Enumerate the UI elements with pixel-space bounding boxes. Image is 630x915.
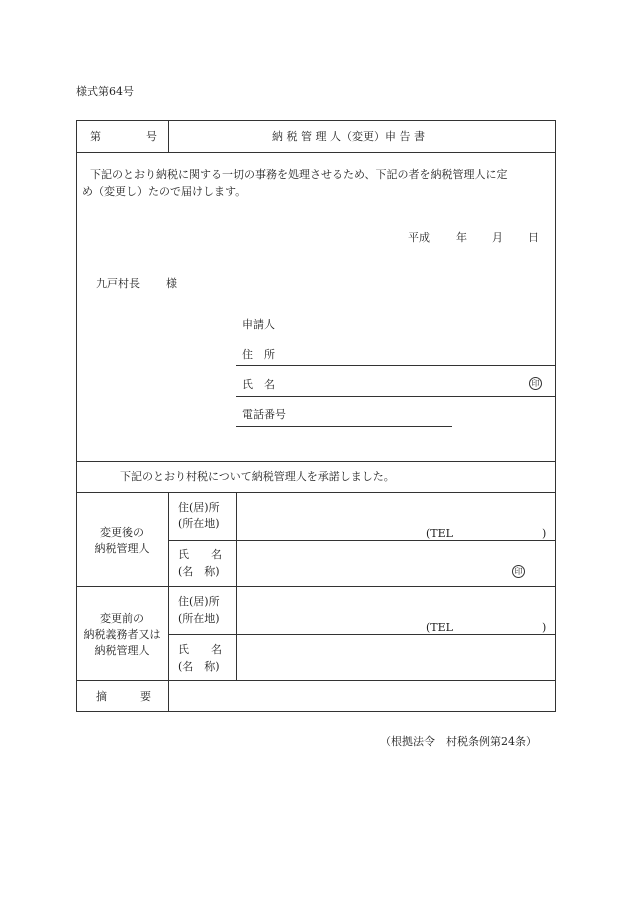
before-change-label-line-1: 変更前の [100,612,144,625]
remarks-label: 摘 要 [96,690,151,703]
after-change-address-label-2: (所在地) [178,517,220,530]
intro-line-2: め（変更し）たので届けします。 [82,185,247,198]
applicant-name-label: 氏 名 [242,378,275,391]
date-day: 日 [528,231,539,244]
after-change-inner-divider [168,540,556,541]
date-month: 月 [492,231,503,244]
after-change-name-label-1: 氏 名 [178,548,222,561]
before-change-name-label-1: 氏 名 [178,643,222,656]
after-change-label-line-2: 納税管理人 [94,542,150,555]
date-era: 平成 [408,231,430,244]
form-title: 納 税 管 理 人（変更）申 告 書 [272,130,425,143]
before-change-label-line-2: 納税義務者又は [83,628,161,641]
label-column-divider [168,492,169,712]
legal-basis: （根拠法令 村税条例第24条） [380,735,537,748]
intro-line-1: 下記のとおり納税に関する一切の事務を処理させるため、下記の者を納税管理人に定 [90,168,508,181]
form-number: 様式第64号 [76,85,134,98]
after-change-name-label-2: (名 称) [178,565,220,578]
addressee-name: 九戸村長 [96,277,140,290]
after-change-tel-open: (TEL [426,527,453,540]
remarks-divider [76,680,556,681]
before-change-tel-close: ) [542,621,547,634]
approval-text: 下記のとおり村税について納税管理人を承諾しました。 [120,470,395,483]
number-label-right: 号 [146,130,157,143]
after-change-address-label-1: 住(居)所 [178,501,220,514]
before-change-address-label-2: (所在地) [178,612,220,625]
header-divider [76,152,556,153]
before-change-inner-divider [168,634,556,635]
applicant-label: 申請人 [242,318,275,331]
approval-bottom-divider [76,492,556,493]
applicant-seal-mark: 印 [529,377,542,390]
addressee-honorific: 様 [166,277,177,290]
after-change-tel-close: ) [542,527,547,540]
header-number-divider [168,120,169,152]
before-change-label-line-3: 納税管理人 [94,644,150,657]
before-change-name-label-2: (名 称) [178,660,220,673]
after-change-label-line-1: 変更後の [100,526,144,539]
date-year: 年 [456,231,467,244]
before-change-address-label-1: 住(居)所 [178,595,220,608]
approval-top-divider [76,461,556,462]
number-label-left: 第 [90,130,101,143]
before-change-tel-open: (TEL [426,621,453,634]
applicant-phone-underline [236,426,452,427]
after-change-seal-mark: 印 [512,565,525,578]
applicant-phone-label: 電話番号 [242,408,286,421]
applicant-name-underline [236,396,556,397]
section-divider [76,586,556,587]
applicant-address-label: 住 所 [242,348,275,361]
applicant-address-underline [236,365,556,366]
